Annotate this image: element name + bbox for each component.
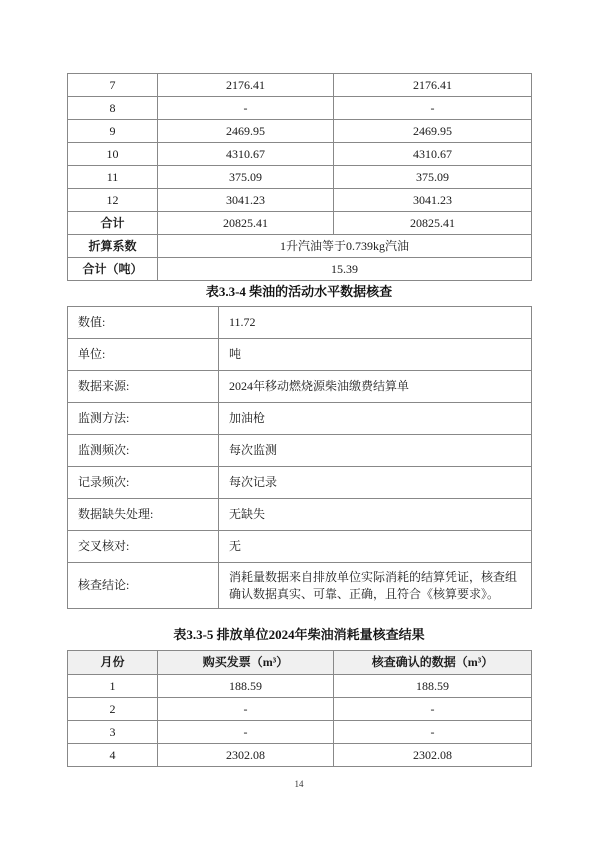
invoice-header: 购买发票（m³） [158, 651, 334, 675]
table-row [68, 675, 532, 698]
confirmed-cell: 2302.08 [334, 744, 532, 767]
total-confirmed-cell: 20825.41 [334, 212, 532, 235]
field-row [68, 499, 532, 531]
field-label: 数值: [68, 307, 219, 339]
header-row [68, 651, 532, 675]
confirmed-header: 核查确认的数据（m³） [334, 651, 532, 675]
invoice-cell: - [158, 97, 334, 120]
invoice-cell: 2469.95 [158, 120, 334, 143]
month-cell: 4 [68, 744, 158, 767]
field-label: 记录频次: [68, 467, 219, 499]
total-label: 合计 [68, 212, 158, 235]
field-row [68, 371, 532, 403]
field-label: 监测频次: [68, 435, 219, 467]
table-row [68, 189, 532, 212]
field-row [68, 467, 532, 499]
total-tons-row [68, 258, 532, 281]
month-cell: 2 [68, 698, 158, 721]
total-invoice-cell: 20825.41 [158, 212, 334, 235]
confirmed-cell: 188.59 [334, 675, 532, 698]
field-label: 交叉核对: [68, 531, 219, 563]
conclusion-value: 消耗量数据来自排放单位实际消耗的结算凭证，核查组确认数据真实、可靠、正确，且符合《核算要求》。 [219, 563, 532, 609]
invoice-cell: 2176.41 [158, 74, 334, 97]
month-cell: 12 [68, 189, 158, 212]
field-label: 数据来源: [68, 371, 219, 403]
field-row [68, 435, 532, 467]
table-caption-335: 表3.3-5 排放单位2024年柴油消耗量核查结果 [173, 627, 425, 642]
table-row [68, 97, 532, 120]
invoice-cell: 4310.67 [158, 143, 334, 166]
table-row [68, 143, 532, 166]
diesel-monthly-table [67, 650, 532, 767]
confirmed-cell: 375.09 [334, 166, 532, 189]
field-label: 监测方法: [68, 403, 219, 435]
field-row [68, 339, 532, 371]
table-row [68, 698, 532, 721]
field-row [68, 403, 532, 435]
month-cell: 9 [68, 120, 158, 143]
confirmed-cell: - [334, 698, 532, 721]
field-value: 无缺失 [219, 499, 532, 531]
table-row [68, 166, 532, 189]
conversion-factor-row [68, 235, 532, 258]
invoice-cell: 3041.23 [158, 189, 334, 212]
diesel-activity-table [67, 306, 532, 609]
month-cell: 7 [68, 74, 158, 97]
conversion-factor-label: 折算系数 [68, 235, 158, 258]
confirmed-cell: 2469.95 [334, 120, 532, 143]
field-value: 吨 [219, 339, 532, 371]
total-tons-value: 15.39 [158, 258, 532, 281]
month-cell: 10 [68, 143, 158, 166]
page-number: 14 [294, 779, 304, 789]
confirmed-cell: 2176.41 [334, 74, 532, 97]
invoice-cell: - [158, 721, 334, 744]
month-cell: 11 [68, 166, 158, 189]
confirmed-cell: - [334, 97, 532, 120]
gasoline-monthly-table [67, 73, 532, 281]
field-row [68, 531, 532, 563]
table-caption-334: 表3.3-4 柴油的活动水平数据核查 [205, 284, 393, 299]
table-row [68, 74, 532, 97]
field-row [68, 307, 532, 339]
month-cell: 3 [68, 721, 158, 744]
table-row [68, 120, 532, 143]
field-label: 单位: [68, 339, 219, 371]
field-label: 核查结论: [68, 563, 219, 609]
month-cell: 8 [68, 97, 158, 120]
total-tons-label: 合计（吨） [68, 258, 158, 281]
confirmed-cell: - [334, 721, 532, 744]
table-row [68, 721, 532, 744]
field-value: 加油枪 [219, 403, 532, 435]
confirmed-cell: 4310.67 [334, 143, 532, 166]
conclusion-row [68, 563, 532, 609]
total-row [68, 212, 532, 235]
conversion-factor-value: 1升汽油等于0.739kg汽油 [158, 235, 532, 258]
invoice-cell: 375.09 [158, 166, 334, 189]
table-row [68, 744, 532, 767]
field-value: 每次记录 [219, 467, 532, 499]
field-value: 11.72 [219, 307, 532, 339]
invoice-cell: 2302.08 [158, 744, 334, 767]
field-value: 每次监测 [219, 435, 532, 467]
field-value: 无 [219, 531, 532, 563]
month-cell: 1 [68, 675, 158, 698]
field-value: 2024年移动燃烧源柴油缴费结算单 [219, 371, 532, 403]
field-label: 数据缺失处理: [68, 499, 219, 531]
invoice-cell: 188.59 [158, 675, 334, 698]
month-header: 月份 [68, 651, 158, 675]
confirmed-cell: 3041.23 [334, 189, 532, 212]
page-content [67, 73, 531, 790]
invoice-cell: - [158, 698, 334, 721]
